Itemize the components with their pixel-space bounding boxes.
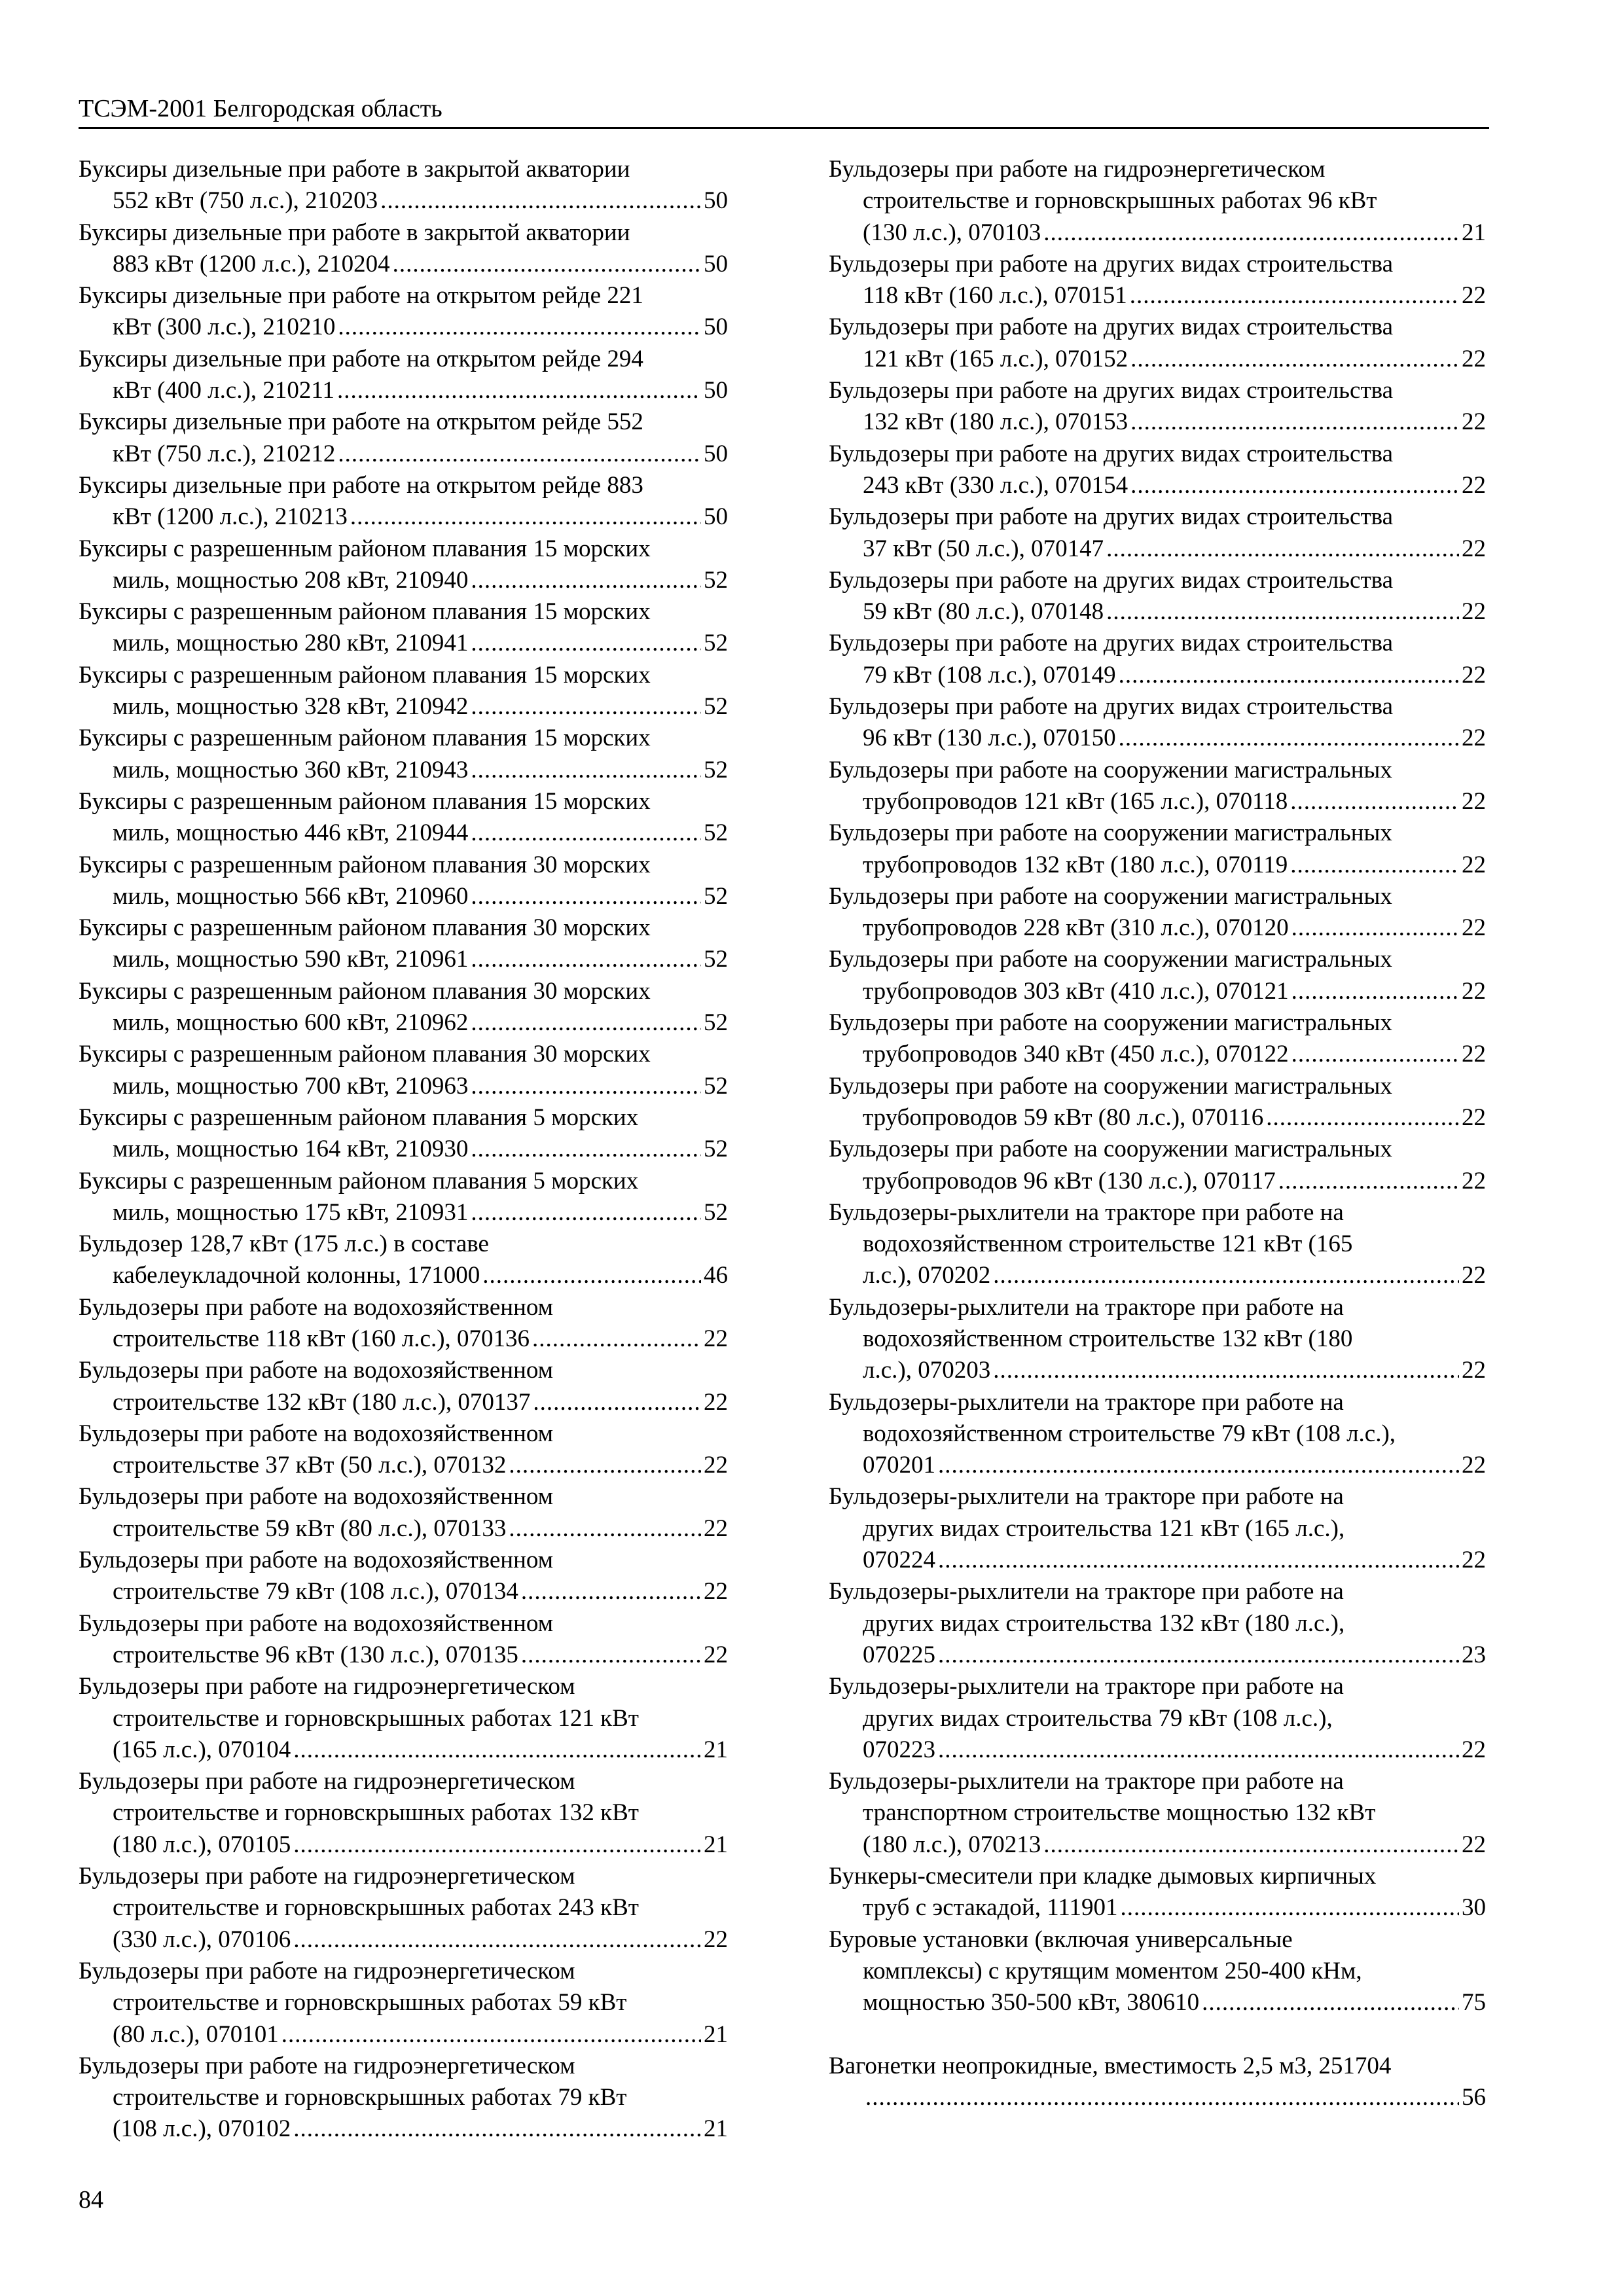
index-entry [79, 912, 728, 976]
entry-page-number: 22 [1462, 282, 1486, 310]
entry-page-number: 22 [1462, 1167, 1486, 1194]
dot-leader [1106, 533, 1459, 565]
entry-page-number: 75 [1462, 1989, 1486, 2017]
entry-text-line: строительстве и горновскрышных работах 79 кВт [113, 2084, 627, 2111]
entry-text-line: строительстве и горновскрышных работах 132 кВт [113, 1799, 639, 1827]
dot-leader [471, 1134, 701, 1165]
entry-page-number: 22 [704, 1388, 728, 1416]
index-entry [79, 1608, 728, 1672]
index-entry [829, 817, 1486, 881]
dot-leader [471, 1197, 701, 1229]
entry-text-line: транспортном строительстве мощностью 132 кВт [863, 1799, 1376, 1827]
entry-text-line: трубопроводов 96 кВт (130 л.с.), 070117 [863, 1167, 1276, 1194]
entry-text-line: миль, мощностью 164 кВт, 210930 [113, 1136, 469, 1163]
dot-leader [1043, 1829, 1459, 1861]
entry-page-number: 21 [704, 2020, 728, 2048]
entry-text-line: кабелеукладочной колонны, 171000 [113, 1262, 480, 1289]
entry-page-number: 56 [1462, 2083, 1486, 2111]
entry-text-line: Бульдозеры при работе на сооружении магистральных [829, 946, 1392, 973]
entry-text-line: Бульдозеры при работе на водохозяйственном [79, 1293, 554, 1321]
entry-text-line: Бульдозеры при работе на гидроэнергетическом [79, 1673, 575, 1700]
entry-page-number: 22 [1462, 914, 1486, 942]
entry-text-line: строительстве и горновскрышных работах 59 кВт [113, 1989, 627, 2017]
index-entry [79, 1481, 728, 1545]
entry-page-number: 22 [1462, 1357, 1486, 1384]
entry-text-line: Бульдозеры при работе на гидроэнергетическом [79, 1768, 575, 1795]
index-entry [79, 406, 728, 470]
dot-leader [1130, 344, 1459, 375]
entry-text-line: л.с.), 070202 [863, 1262, 991, 1289]
entry-text-line: 121 кВт (165 л.с.), 070152 [863, 345, 1128, 372]
index-entry [829, 1197, 1486, 1292]
entry-text-line: кВт (300 л.с.), 210210 [113, 314, 336, 341]
entry-text-line: Бульдозеры-рыхлители на тракторе при работе на [829, 1578, 1344, 1605]
index-entry [829, 1387, 1486, 1482]
dot-leader [938, 1640, 1459, 1671]
entry-text-line: Бульдозеры при работе на сооружении магистральных [829, 1072, 1392, 1100]
entry-text-line: Бульдозеры-рыхлители на тракторе при работе на [829, 1198, 1344, 1226]
dot-leader [1278, 1166, 1459, 1197]
entry-text-line: строительстве 96 кВт (130 л.с.), 070135 [113, 1641, 518, 1668]
index-entry [79, 1355, 728, 1418]
entry-text-line: Бульдозеры при работе на других видах строительства [829, 693, 1394, 721]
entry-text-line: строительстве 118 кВт (160 л.с.), 070136 [113, 1325, 530, 1352]
entry-text-line: строительстве и горновскрышных работах 243 кВт [113, 1894, 639, 1922]
entry-text-line: строительстве 132 кВт (180 л.с.), 070137 [113, 1388, 531, 1416]
entry-text-line: 132 кВт (180 л.с.), 070153 [863, 408, 1128, 436]
entry-text-line: Бульдозеры при работе на других видах строительства [829, 250, 1394, 278]
entry-text-line: Бульдозеры при работе на других видах строительства [829, 566, 1394, 594]
entry-text-line: строительстве 59 кВт (80 л.с.), 070133 [113, 1515, 507, 1542]
entry-text-line: 96 кВт (130 л.с.), 070150 [863, 725, 1116, 752]
index-entry [79, 1039, 728, 1102]
entry-text-line: 59 кВт (80 л.с.), 070148 [863, 598, 1104, 626]
entry-text-line: водохозяйственном строительстве 132 кВт (180 [863, 1325, 1353, 1352]
entry-text-line: (108 л.с.), 070102 [113, 2115, 291, 2143]
entry-text-line: Буксиры дизельные при работе в закрытой акватории [79, 156, 630, 183]
entry-page-number: 22 [1462, 1831, 1486, 1858]
index-entry [829, 1481, 1486, 1576]
index-entry [79, 1418, 728, 1482]
entry-page-number: 52 [704, 1009, 728, 1037]
entry-text-line: 79 кВт (108 л.с.), 070149 [863, 661, 1116, 689]
entry-text-line: (80 л.с.), 070101 [113, 2020, 279, 2048]
entry-page-number: 21 [704, 1736, 728, 1763]
dot-leader [293, 1924, 701, 1956]
dot-leader [1290, 850, 1459, 881]
entry-text-line: водохозяйственном строительстве 79 кВт (108 л.с.), [863, 1420, 1396, 1447]
index-entry [79, 533, 728, 597]
index-entry [79, 217, 728, 281]
dot-leader [509, 1513, 701, 1545]
entry-text-line: Буксиры с разрешенным районом плавания 5 морских [79, 1167, 639, 1194]
dot-leader [509, 1450, 701, 1481]
entry-text-line: Бульдозеры-рыхлители на тракторе при работе на [829, 1293, 1344, 1321]
entry-text-line: Бульдозеры при работе на гидроэнергетическом [79, 1863, 575, 1890]
index-entry [79, 2051, 728, 2145]
entry-text-line: других видах строительства 121 кВт (165 л.с.), [863, 1515, 1345, 1542]
entry-text-line: мощностью 350-500 кВт, 380610 [863, 1989, 1200, 2017]
entry-text-line: миль, мощностью 590 кВт, 210961 [113, 946, 469, 973]
entry-page-number: 21 [1462, 219, 1486, 246]
entry-text-line: Буксиры с разрешенным районом плавания 15 морских [79, 598, 651, 626]
index-entry [829, 1576, 1486, 1671]
entry-text-line: (165 л.с.), 070104 [113, 1736, 291, 1763]
entry-text-line: миль, мощностью 208 кВт, 210940 [113, 566, 469, 594]
dot-leader [380, 185, 701, 217]
entry-text-line: строительстве 37 кВт (50 л.с.), 070132 [113, 1452, 507, 1479]
index-entry [79, 1545, 728, 1608]
entry-text-line: Бульдозер 128,7 кВт (175 л.с.) в составе [79, 1230, 489, 1258]
entry-page-number: 22 [1462, 851, 1486, 878]
entry-text-line: трубопроводов 228 кВт (310 л.с.), 070120 [863, 914, 1289, 942]
index-entry [829, 944, 1486, 1007]
entry-text-line: (130 л.с.), 070103 [863, 219, 1041, 246]
dot-leader [281, 2019, 701, 2051]
entry-text-line: 883 кВт (1200 л.с.), 210204 [113, 250, 390, 278]
dot-leader [338, 312, 701, 343]
entry-text-line: л.с.), 070203 [863, 1357, 991, 1384]
entry-page-number: 22 [1462, 1452, 1486, 1479]
entry-page-number: 22 [1462, 471, 1486, 499]
entry-text-line: Буксиры с разрешенным районом плавания 15 морских [79, 535, 651, 562]
entry-page-number: 52 [704, 946, 728, 973]
entry-text-line: Буксиры дизельные при работе в закрытой акватории [79, 219, 630, 246]
entry-text-line: Бульдозеры при работе на водохозяйственном [79, 1357, 554, 1384]
dot-leader [938, 1450, 1459, 1481]
entry-page-number: 22 [1462, 1262, 1486, 1289]
entry-text-line: Бульдозеры при работе на других видах строительства [829, 630, 1394, 657]
entry-page-number: 22 [1462, 725, 1486, 752]
dot-leader [1120, 1892, 1459, 1924]
dot-leader [865, 2082, 1459, 2113]
entry-text-line: миль, мощностью 566 кВт, 210960 [113, 882, 469, 910]
dot-leader [293, 1734, 701, 1766]
entry-text-line: Бульдозеры-рыхлители на тракторе при работе на [829, 1483, 1344, 1511]
entry-text-line: Бульдозеры при работе на сооружении магистральных [829, 756, 1392, 783]
entry-text-line: комплексы) с крутящим моментом 250-400 кНм, [863, 1957, 1362, 1984]
dot-leader [471, 755, 701, 786]
index-entry [829, 375, 1486, 439]
entry-page-number: 22 [1462, 1103, 1486, 1131]
entry-text-line: Бульдозеры при работе на других видах строительства [829, 377, 1394, 404]
page-header: ТСЭМ-2001 Белгородская область [79, 93, 1489, 129]
entry-text-line: водохозяйственном строительстве 121 кВт (165 [863, 1230, 1353, 1258]
dot-leader [521, 1576, 701, 1607]
entry-text-line: Буксиры с разрешенным районом плавания 15 морских [79, 661, 651, 689]
entry-page-number: 22 [1462, 1547, 1486, 1574]
entry-text-line: Бульдозеры при работе на сооружении магистральных [829, 819, 1392, 847]
dot-leader [1119, 660, 1459, 691]
entry-page-number: 22 [704, 1452, 728, 1479]
index-entry [829, 2051, 1486, 2114]
entry-page-number: 22 [1462, 977, 1486, 1005]
dot-leader [533, 1387, 701, 1418]
entry-page-number: 52 [704, 693, 728, 721]
entry-text-line: Бульдозеры при работе на гидроэнергетическом [79, 1957, 575, 1984]
entry-text-line: 37 кВт (50 л.с.), 070147 [863, 535, 1104, 562]
dot-leader [1130, 470, 1459, 501]
dot-leader [471, 817, 701, 849]
entry-text-line: Бульдозеры при работе на водохозяйственном [79, 1483, 554, 1511]
index-entry [829, 628, 1486, 691]
entry-page-number: 30 [1462, 1894, 1486, 1922]
entry-page-number: 22 [1462, 661, 1486, 689]
entry-text-line: кВт (750 л.с.), 210212 [113, 440, 336, 467]
entry-text-line: миль, мощностью 280 кВт, 210941 [113, 630, 469, 657]
index-entry [829, 565, 1486, 628]
index-entry [79, 344, 728, 407]
dot-leader [1130, 406, 1459, 438]
entry-text-line: Бульдозеры при работе на сооружении магистральных [829, 1009, 1392, 1037]
entry-page-number: 22 [1462, 1736, 1486, 1763]
entry-text-line: 070224 [863, 1547, 935, 1574]
index-entry [79, 1102, 728, 1166]
dot-leader [938, 1545, 1459, 1576]
entry-text-line: трубопроводов 303 кВт (410 л.с.), 070121 [863, 977, 1289, 1005]
entry-text-line: Буксиры с разрешенным районом плавания 30 морских [79, 914, 651, 942]
entry-page-number: 22 [704, 1926, 728, 1953]
dot-leader [1290, 786, 1459, 817]
entry-text-line: 243 кВт (330 л.с.), 070154 [863, 471, 1128, 499]
index-entry [79, 1861, 728, 1956]
entry-text-line: трубопроводов 59 кВт (80 л.с.), 070116 [863, 1103, 1264, 1131]
entry-text-line: миль, мощностью 175 кВт, 210931 [113, 1198, 469, 1226]
entry-text-line: Буксиры дизельные при работе на открытом рейде 294 [79, 345, 643, 372]
entry-page-number: 50 [704, 503, 728, 531]
entry-text-line: Бульдозеры при работе на других видах строительства [829, 314, 1394, 341]
entry-page-number: 52 [704, 1136, 728, 1163]
entry-page-number: 22 [1462, 598, 1486, 626]
entry-text-line: 070223 [863, 1736, 935, 1763]
entry-text-line: (330 л.с.), 070106 [113, 1926, 291, 1953]
dot-leader [1106, 596, 1459, 628]
dot-leader [1291, 912, 1459, 944]
entry-text-line: кВт (400 л.с.), 210211 [113, 377, 334, 404]
entry-text-line: Вагонетки неопрокидные, вместимость 2,5 м3, 251704 [829, 2052, 1392, 2079]
entry-text-line: Бульдозеры-рыхлители на тракторе при работе на [829, 1388, 1344, 1416]
dot-leader [532, 1323, 701, 1355]
dot-leader [338, 439, 701, 470]
entry-page-number: 50 [704, 440, 728, 467]
dot-leader [293, 1829, 701, 1861]
entry-text-line: миль, мощностью 446 кВт, 210944 [113, 819, 469, 847]
entry-page-number: 22 [1462, 787, 1486, 815]
page-number: 84 [79, 2186, 103, 2214]
entry-text-line: Буксиры с разрешенным районом плавания 30 морских [79, 851, 651, 878]
entry-text-line: Буксиры дизельные при работе на открытом рейде 883 [79, 471, 643, 499]
entry-text-line: Бульдозеры при работе на гидроэнергетическом [829, 156, 1326, 183]
entry-text-line: Бульдозеры при работе на других видах строительства [829, 440, 1394, 467]
entry-text-line: Бульдозеры при работе на гидроэнергетическом [79, 2052, 575, 2079]
index-entry [79, 1229, 728, 1292]
entry-page-number: 52 [704, 1198, 728, 1226]
index-entry [829, 1861, 1486, 1924]
entry-text-line: Бульдозеры при работе на водохозяйственном [79, 1547, 554, 1574]
dot-leader [1291, 1039, 1459, 1070]
entry-text-line: трубопроводов 132 кВт (180 л.с.), 070119 [863, 851, 1288, 878]
index-entry [829, 881, 1486, 944]
dot-leader [938, 1734, 1459, 1766]
entry-text-line: миль, мощностью 328 кВт, 210942 [113, 693, 469, 721]
entry-text-line: Бульдозеры при работе на водохозяйственном [79, 1609, 554, 1637]
index-entry [829, 1134, 1486, 1197]
entry-page-number: 22 [1462, 345, 1486, 372]
dot-leader [1130, 280, 1459, 312]
entry-page-number: 52 [704, 756, 728, 783]
dot-leader [521, 1640, 701, 1671]
dot-leader [471, 1071, 701, 1102]
entry-text-line: Бульдозеры при работе на других видах строительства [829, 503, 1394, 531]
entry-text-line: Бункеры-смесители при кладке дымовых кирпичных [829, 1863, 1377, 1890]
index-entry [79, 1766, 728, 1861]
entry-page-number: 50 [704, 377, 728, 404]
entry-text-line: Буксиры с разрешенным районом плавания 15 морских [79, 725, 651, 752]
dot-leader [471, 565, 701, 596]
index-entry [79, 470, 728, 533]
entry-text-line: (180 л.с.), 070105 [113, 1831, 291, 1858]
entry-text-line: 070201 [863, 1452, 935, 1479]
index-entry [829, 1766, 1486, 1861]
index-entry [79, 976, 728, 1039]
entry-page-number: 21 [704, 1831, 728, 1858]
index-entry [79, 1671, 728, 1766]
entry-page-number: 21 [704, 2115, 728, 2143]
index-entry [79, 280, 728, 344]
entry-page-number: 22 [1462, 408, 1486, 436]
dot-leader [1291, 976, 1459, 1007]
entry-page-number: 52 [704, 1072, 728, 1100]
entry-page-number: 50 [704, 250, 728, 278]
index-entry [79, 660, 728, 723]
index-entry [829, 1071, 1486, 1134]
entry-text-line: Бульдозеры-рыхлители на тракторе при работе на [829, 1673, 1344, 1700]
entry-text-line: Буксиры с разрешенным районом плавания 5 морских [79, 1103, 639, 1131]
index-entry [79, 723, 728, 786]
dot-leader [993, 1355, 1459, 1386]
dot-leader [471, 944, 701, 975]
entry-text-line: строительстве 79 кВт (108 л.с.), 070134 [113, 1578, 518, 1605]
dot-leader [471, 628, 701, 659]
entry-text-line: Буксиры с разрешенным районом плавания 15 морских [79, 787, 651, 815]
entry-page-number: 52 [704, 819, 728, 847]
dot-leader [471, 1007, 701, 1039]
entry-text-line: строительстве и горновскрышных работах 96 кВт [863, 187, 1377, 215]
entry-page-number: 50 [704, 187, 728, 215]
index-entry [829, 1671, 1486, 1766]
entry-page-number: 52 [704, 882, 728, 910]
index-entry [829, 501, 1486, 565]
dot-leader [393, 249, 701, 280]
entry-text-line: Бульдозеры при работе на сооружении магистральных [829, 882, 1392, 910]
index-entry [79, 596, 728, 660]
index-entry [79, 786, 728, 850]
index-entry [829, 691, 1486, 755]
entry-text-line: Бульдозеры при работе на водохозяйственном [79, 1420, 554, 1447]
dot-leader [471, 691, 701, 723]
dot-leader [993, 1260, 1459, 1291]
entry-text-line: миль, мощностью 700 кВт, 210963 [113, 1072, 469, 1100]
entry-text-line: других видах строительства 79 кВт (108 л.с.), [863, 1704, 1333, 1732]
entry-page-number: 50 [704, 314, 728, 341]
entry-text-line: (180 л.с.), 070213 [863, 1831, 1041, 1858]
entry-page-number: 22 [704, 1515, 728, 1542]
entry-text-line: труб с эстакадой, 111901 [863, 1894, 1118, 1922]
entry-page-number: 46 [704, 1262, 728, 1289]
entry-text-line: трубопроводов 340 кВт (450 л.с.), 070122 [863, 1041, 1289, 1068]
entry-page-number: 22 [704, 1325, 728, 1352]
entry-text-line: других видах строительства 132 кВт (180 л.с.), [863, 1609, 1345, 1637]
entry-text-line: строительстве и горновскрышных работах 121 кВт [113, 1704, 639, 1732]
index-entry [829, 312, 1486, 375]
index-entry [829, 1292, 1486, 1387]
entry-text-line: Буровые установки (включая универсальные [829, 1926, 1293, 1953]
index-entry [79, 1956, 728, 2051]
dot-leader [1266, 1102, 1459, 1134]
index-column-left [79, 154, 728, 2145]
entry-text-line: трубопроводов 121 кВт (165 л.с.), 070118 [863, 787, 1288, 815]
dot-leader [1119, 723, 1459, 754]
entry-text-line: Буксиры дизельные при работе на открытом рейде 221 [79, 282, 643, 310]
entry-text-line: миль, мощностью 360 кВт, 210943 [113, 756, 469, 783]
index-entry [829, 439, 1486, 502]
entry-text-line: Бульдозеры-рыхлители на тракторе при работе на [829, 1768, 1344, 1795]
index-entry [829, 249, 1486, 312]
entry-page-number: 22 [704, 1641, 728, 1668]
dot-leader [471, 881, 701, 912]
entry-text-line: 118 кВт (160 л.с.), 070151 [863, 282, 1127, 310]
index-entry [829, 154, 1486, 249]
entry-text-line: миль, мощностью 600 кВт, 210962 [113, 1009, 469, 1037]
entry-text-line: Буксиры с разрешенным районом плавания 30 морских [79, 1041, 651, 1068]
index-entry [829, 755, 1486, 818]
index-entry [79, 154, 728, 217]
entry-page-number: 52 [704, 566, 728, 594]
dot-leader [293, 2113, 701, 2145]
dot-leader [337, 375, 701, 406]
index-entry [829, 1924, 1486, 2019]
index-column-right [829, 154, 1486, 2113]
dot-leader [350, 501, 701, 533]
entry-text-line: 070225 [863, 1641, 935, 1668]
entry-page-number: 23 [1462, 1641, 1486, 1668]
dot-leader [1043, 217, 1459, 249]
dot-leader [1202, 1987, 1459, 2018]
entry-page-number: 22 [1462, 1041, 1486, 1068]
dot-leader [482, 1260, 701, 1291]
entry-text-line: кВт (1200 л.с.), 210213 [113, 503, 348, 531]
entry-page-number: 52 [704, 630, 728, 657]
index-entry [79, 1292, 728, 1355]
entry-text-line: Бульдозеры при работе на сооружении магистральных [829, 1136, 1392, 1163]
entry-text-line: Буксиры дизельные при работе на открытом рейде 552 [79, 408, 643, 436]
entry-text-line: 552 кВт (750 л.с.), 210203 [113, 187, 378, 215]
index-entry [79, 850, 728, 913]
entry-page-number: 22 [1462, 535, 1486, 562]
entry-page-number: 22 [704, 1578, 728, 1605]
entry-text-line: Буксиры с разрешенным районом плавания 30 морских [79, 977, 651, 1005]
index-entry [829, 1007, 1486, 1071]
index-entry [79, 1166, 728, 1229]
